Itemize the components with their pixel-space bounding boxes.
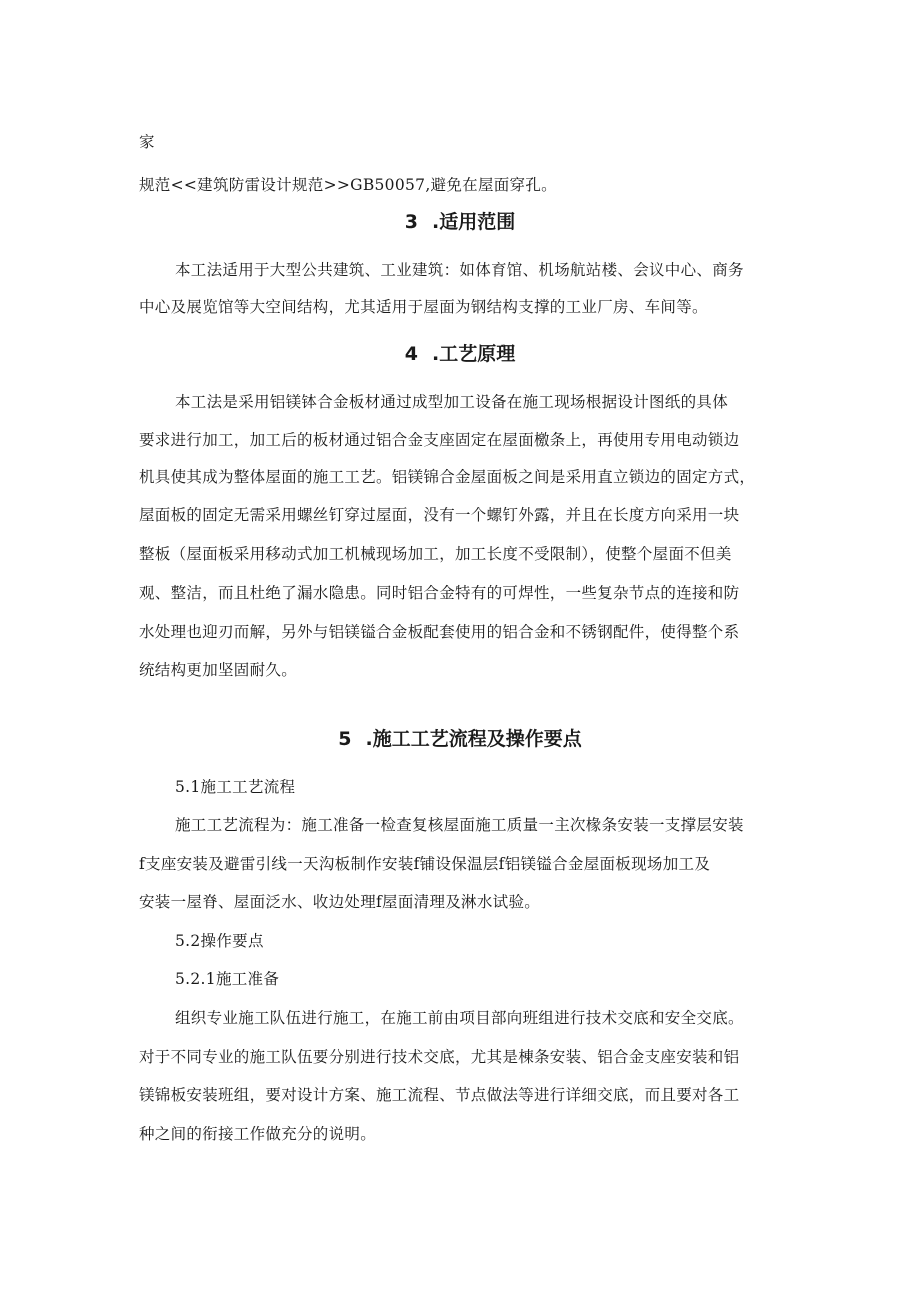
body-text-line: 组织专业施工队伍进行施工，在施工前由项目部向班组进行技术交底和安全交底。 (175, 1009, 744, 1027)
body-text-line: 中心及展览馆等大空间结构，尤其适用于屋面为钢结构支撑的工业厂房、车间等。 (139, 298, 708, 316)
section-5-heading (0, 727, 920, 751)
body-text-line: 施工工艺流程为：施工准备一检查复核屋面施工质量一主次椽条安装一支撑层安装 (175, 816, 744, 834)
body-text-line: 整板（屋面板采用移动式加工机械现场加工，加工长度不受限制），使整个屋面不但美 (139, 545, 732, 563)
body-text-line: 屋面板的固定无需采用螺丝钉穿过屋面，没有一个螺钉外露，并且在长度方向采用一块 (139, 506, 740, 524)
body-text-line: 本工法适用于大型公共建筑、工业建筑：如体育馆、机场航站楼、会议中心、商务 (175, 261, 744, 279)
body-text-line: 镁锦板安装班组，要对设计方案、施工流程、节点做法等进行详细交底，而且要对各工 (139, 1086, 740, 1104)
section-title: .适用范围 (432, 211, 516, 233)
body-text-line: 机具使其成为整体屋面的施工工艺。铝镁锦合金屋面板之间是采用直立锁边的固定方式， (139, 468, 756, 486)
body-text-line: 种之间的衔接工作做充分的说明。 (139, 1125, 377, 1143)
section-number: 3 (404, 211, 418, 233)
body-text-line: 水处理也迎刃而解，另外与铝镁镒合金板配套使用的铝合金和不锈钢配件，使得整个系 (139, 623, 740, 641)
body-text-line: 观、整洁，而且杜绝了漏水隐患。同时铝合金特有的可焊性，一些复杂节点的连接和防 (139, 584, 740, 602)
section-title: .工艺原理 (432, 343, 516, 365)
body-text-line: 安装一屋脊、屋面泛水、收边处理f屋面清理及淋水试验。 (139, 893, 541, 911)
section-4-heading (0, 342, 920, 366)
section-number: 4 (404, 343, 418, 365)
subsection-heading: 5.2操作要点 (175, 932, 264, 950)
body-text-line: 统结构更加坚固耐久。 (139, 661, 298, 679)
body-text-line: 对于不同专业的施工队伍要分别进行技术交底，尤其是棟条安装、铝合金支座安装和铝 (139, 1048, 740, 1066)
body-text-line: 家 (139, 133, 155, 151)
body-text-line: f支座安装及避雷引线一天沟板制作安装f铺设保温层f铝镁镒合金屋面板现场加工及 (139, 855, 711, 873)
section-3-heading (0, 210, 920, 234)
body-text-line: 规范<<建筑防雷设计规范>>GB50057,避免在屋面穿孔。 (139, 176, 557, 194)
subsection-heading: 5.1施工工艺流程 (175, 778, 296, 796)
section-number: 5 (338, 728, 352, 750)
body-text-line: 要求进行加工，加工后的板材通过铝合金支座固定在屋面檄条上，再使用专用电动锁边 (139, 431, 740, 449)
section-title: .施工工艺流程及操作要点 (365, 728, 582, 750)
body-text-line: 本工法是采用铝镁钵合金板材通过成型加工设备在施工现场根据设计图纸的具体 (175, 393, 729, 411)
subsection-heading: 5.2.1施工准备 (175, 970, 280, 988)
